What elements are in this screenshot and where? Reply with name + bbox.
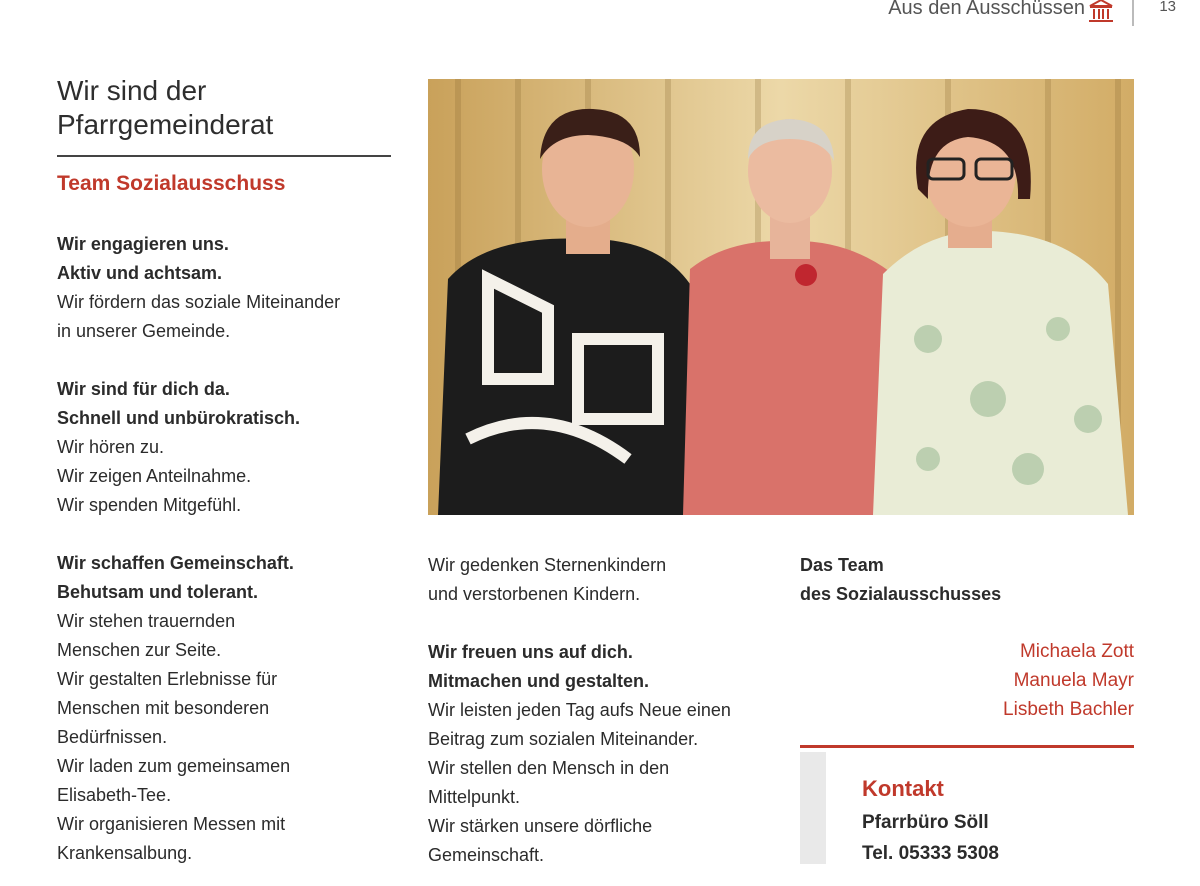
text-line: Wir zeigen Anteilnahme. — [57, 466, 252, 486]
title-line: Wir sind der — [57, 75, 207, 106]
text-line: Beitrag zum sozialen Miteinander. — [428, 729, 699, 749]
text-line: Wir stehen trauernden — [57, 611, 236, 631]
text-line: Wir leisten jeden Tag aufs Neue einen — [428, 700, 731, 720]
paragraph — [57, 230, 402, 346]
contact-rule — [800, 745, 1134, 748]
contact-title: Kontakt — [862, 776, 944, 801]
text-line: Gemeinschaft. — [428, 845, 545, 865]
text-line: Wir gedenken Sternenkindern — [428, 555, 667, 575]
paragraph — [57, 375, 402, 520]
text-line: und verstorbenen Kindern. — [428, 584, 641, 604]
paragraph — [57, 549, 402, 868]
text-line: Behutsam und tolerant. — [57, 582, 259, 602]
page-number: 13 — [1159, 0, 1176, 15]
paragraph — [428, 551, 778, 609]
page-header — [0, 0, 1200, 30]
paragraph — [428, 638, 778, 870]
section-title: Aus den Ausschüssen — [888, 0, 1085, 19]
member-name: Manuela Mayr — [1013, 670, 1134, 691]
contact-side-bar — [800, 752, 826, 864]
member-name: Michaela Zott — [1019, 641, 1134, 662]
title-rule — [57, 155, 391, 157]
contact-box — [800, 752, 1134, 864]
text-line: Bedürfnissen. — [57, 727, 168, 747]
text-line: Mitmachen und gestalten. — [428, 671, 650, 691]
text-line: Schnell und unbürokratisch. — [57, 408, 301, 428]
text-line: in unserer Gemeinde. — [57, 321, 231, 341]
church-building-icon — [1087, 0, 1115, 24]
text-line: Krankensalbung. — [57, 843, 193, 863]
text-line: Aktiv und achtsam. — [57, 263, 223, 283]
text-line: Wir stellen den Mensch in den — [428, 758, 670, 778]
team-signature — [800, 551, 1140, 609]
subtitle: Team Sozialausschuss — [57, 172, 286, 195]
text-line: Wir stärken unsere dörfliche — [428, 816, 653, 836]
text-line: Wir laden zum gemeinsamen — [57, 756, 291, 776]
text-line: Wir fördern das soziale Miteinander — [57, 292, 341, 312]
text-column-1 — [57, 230, 402, 886]
text-line: Wir schaffen Gemeinschaft. — [57, 553, 294, 573]
text-line: Wir engagieren uns. — [57, 234, 229, 254]
contact-office: Pfarrbüro Söll — [862, 812, 989, 833]
page-title — [57, 74, 273, 142]
contact-phone: Tel. 05333 5308 — [862, 843, 999, 864]
member-names — [1003, 637, 1134, 724]
text-line: Wir gestalten Erlebnisse für — [57, 669, 278, 689]
team-line: Das Team — [800, 555, 884, 575]
text-column-2 — [428, 551, 778, 886]
text-line: Wir freuen uns auf dich. — [428, 642, 633, 662]
title-line: Pfarrgemeinderat — [57, 109, 274, 140]
member-name: Lisbeth Bachler — [1003, 699, 1134, 720]
text-line: Wir organisieren Messen mit — [57, 814, 286, 834]
team-photo — [428, 79, 1134, 515]
text-line: Elisabeth-Tee. — [57, 785, 172, 805]
text-line: Wir spenden Mitgefühl. — [57, 495, 242, 515]
text-line: Menschen zur Seite. — [57, 640, 222, 660]
text-line: Mittelpunkt. — [428, 787, 521, 807]
team-photo-illustration — [428, 79, 1134, 515]
team-line: des Sozialausschusses — [800, 584, 1002, 604]
text-line: Menschen mit besonderen — [57, 698, 270, 718]
header-divider — [1132, 0, 1134, 26]
text-line: Wir sind für dich da. — [57, 379, 230, 399]
text-line: Wir hören zu. — [57, 437, 165, 457]
